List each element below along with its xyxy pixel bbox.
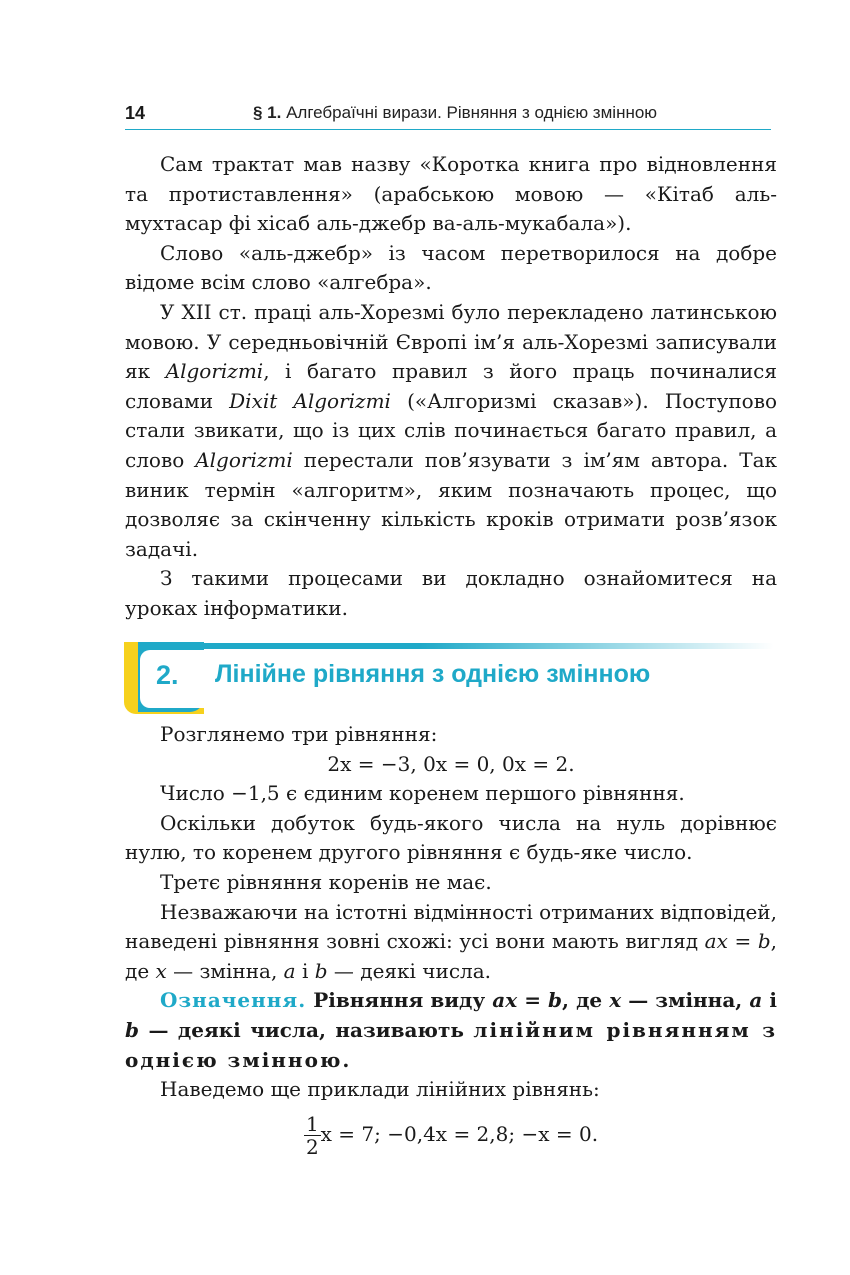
- def-math-2: x: [609, 988, 622, 1013]
- s5-math-1: ax = b: [704, 929, 771, 954]
- p1-text: Сам трактат мав назву «Коротка книга про відновлення та протиставлення» (арабською мовою — «Кітаб аль-мухтасар фі хісаб аль-джебр ва-аль-мукабала»).: [125, 152, 777, 236]
- s3-text: Оскільки добуток будь-якого числа на нуль дорівнює нулю, то коренем другого рівняння є будь-яке число.: [125, 810, 777, 865]
- sentence-6: [125, 1075, 777, 1105]
- def-d: і: [762, 988, 777, 1013]
- chapter-prefix: § 1.: [253, 103, 282, 122]
- section-number: 2.: [156, 660, 179, 690]
- s5-a: Незважаючи на істотні відмінності отриманих відповідей, наведені рівняння зовні схожі: усі вони мають вигляд: [125, 899, 777, 954]
- def-math-1: ax = b: [492, 988, 563, 1013]
- chapter-title-text: Алгебраїчні вирази. Рівняння з однією змінною: [281, 103, 658, 122]
- s5-c: — змінна,: [166, 958, 284, 983]
- definition-label: Означення.: [160, 988, 307, 1013]
- s5-math-3: a: [283, 958, 296, 983]
- def-term: лінійним рівнянням з однією змінною: [125, 1017, 777, 1072]
- s5-math-4: b: [314, 958, 328, 983]
- page-header: [125, 100, 771, 130]
- p3-italic-3: Algorizmi: [195, 447, 293, 472]
- definition: [125, 986, 777, 1075]
- equation-2: [125, 1113, 777, 1158]
- s5-math-2: x: [155, 958, 167, 983]
- def-e: — деякі числа, називають: [138, 1017, 474, 1042]
- section-title: Лінійне рівняння з однією змінною: [215, 660, 651, 688]
- paragraph-1: [125, 150, 777, 239]
- eq1-text: 2x = −3, 0x = 0, 0x = 2.: [327, 751, 575, 776]
- p3-a: У XII ст. праці аль-Хорезмі було перекладено латинською мовою. У середньовічній Європі ім’я аль-Хорезмі записували як: [125, 299, 777, 384]
- section-text: [125, 720, 777, 1158]
- s1-text: Розглянемо три рівняння:: [160, 722, 438, 746]
- s4-text: Третє рівняння коренів не має.: [160, 869, 492, 894]
- page-number: 14: [125, 103, 146, 123]
- sentence-1: [125, 720, 777, 750]
- p4-text: З такими процесами ви докладно ознайомитеся на уроках інформатики.: [125, 566, 777, 620]
- sentence-4: [125, 868, 777, 898]
- p3-b: , і багато правил з його праць починалися словами: [125, 359, 777, 413]
- sentence-5: [125, 898, 777, 987]
- section-bar: [184, 643, 774, 649]
- def-math-3: a: [749, 988, 763, 1013]
- paragraph-4: [125, 564, 777, 623]
- eq2-text: x = 7; −0,4x = 2,8; −x = 0.: [320, 1121, 599, 1146]
- def-a: Рівняння виду: [306, 988, 493, 1013]
- fraction-numerator: 1: [305, 1111, 319, 1136]
- s5-d: і: [295, 958, 315, 983]
- p3-italic-1: Algorizmi: [165, 359, 264, 384]
- s6-text: Наведемо ще приклади лінійних рівнянь:: [160, 1077, 600, 1102]
- sentence-3: [125, 809, 777, 868]
- paragraph-3: [125, 298, 777, 564]
- p2-text: Слово «аль-джебр» із часом перетворилося на добре відоме всім слово «алгебра».: [125, 240, 777, 295]
- p3-d: перестали пов’язувати з ім’ям автора. Так виник термін «алгоритм», яким позначають процес, що дозволяє за скінченну кількість кроків отримати розв’язок задачі.: [125, 447, 777, 561]
- s5-e: — деякі числа.: [327, 958, 492, 983]
- def-c: — змінна,: [621, 988, 750, 1013]
- equation-1: [125, 750, 777, 780]
- p3-c: («Алгоризмі сказав»). Поступово стали звикати, що із цих слів починається багато правил, а слово: [125, 388, 778, 472]
- def-math-4: b: [125, 1017, 139, 1042]
- paragraph-2: [125, 239, 777, 298]
- s5-b: , де: [125, 929, 777, 983]
- s2-text: Число −1,5 є єдиним коренем першого рівняння.: [160, 781, 685, 806]
- p3-italic-2: Dixit Algorizmi: [229, 388, 391, 413]
- fraction-denominator: 2: [305, 1134, 319, 1159]
- chapter-title: [253, 103, 657, 123]
- intro-text: [125, 150, 777, 624]
- def-b: , де: [562, 988, 610, 1013]
- fraction-one-half: [304, 1113, 321, 1158]
- section-heading: [124, 642, 774, 714]
- sentence-2: [125, 779, 777, 809]
- def-g: .: [342, 1047, 350, 1072]
